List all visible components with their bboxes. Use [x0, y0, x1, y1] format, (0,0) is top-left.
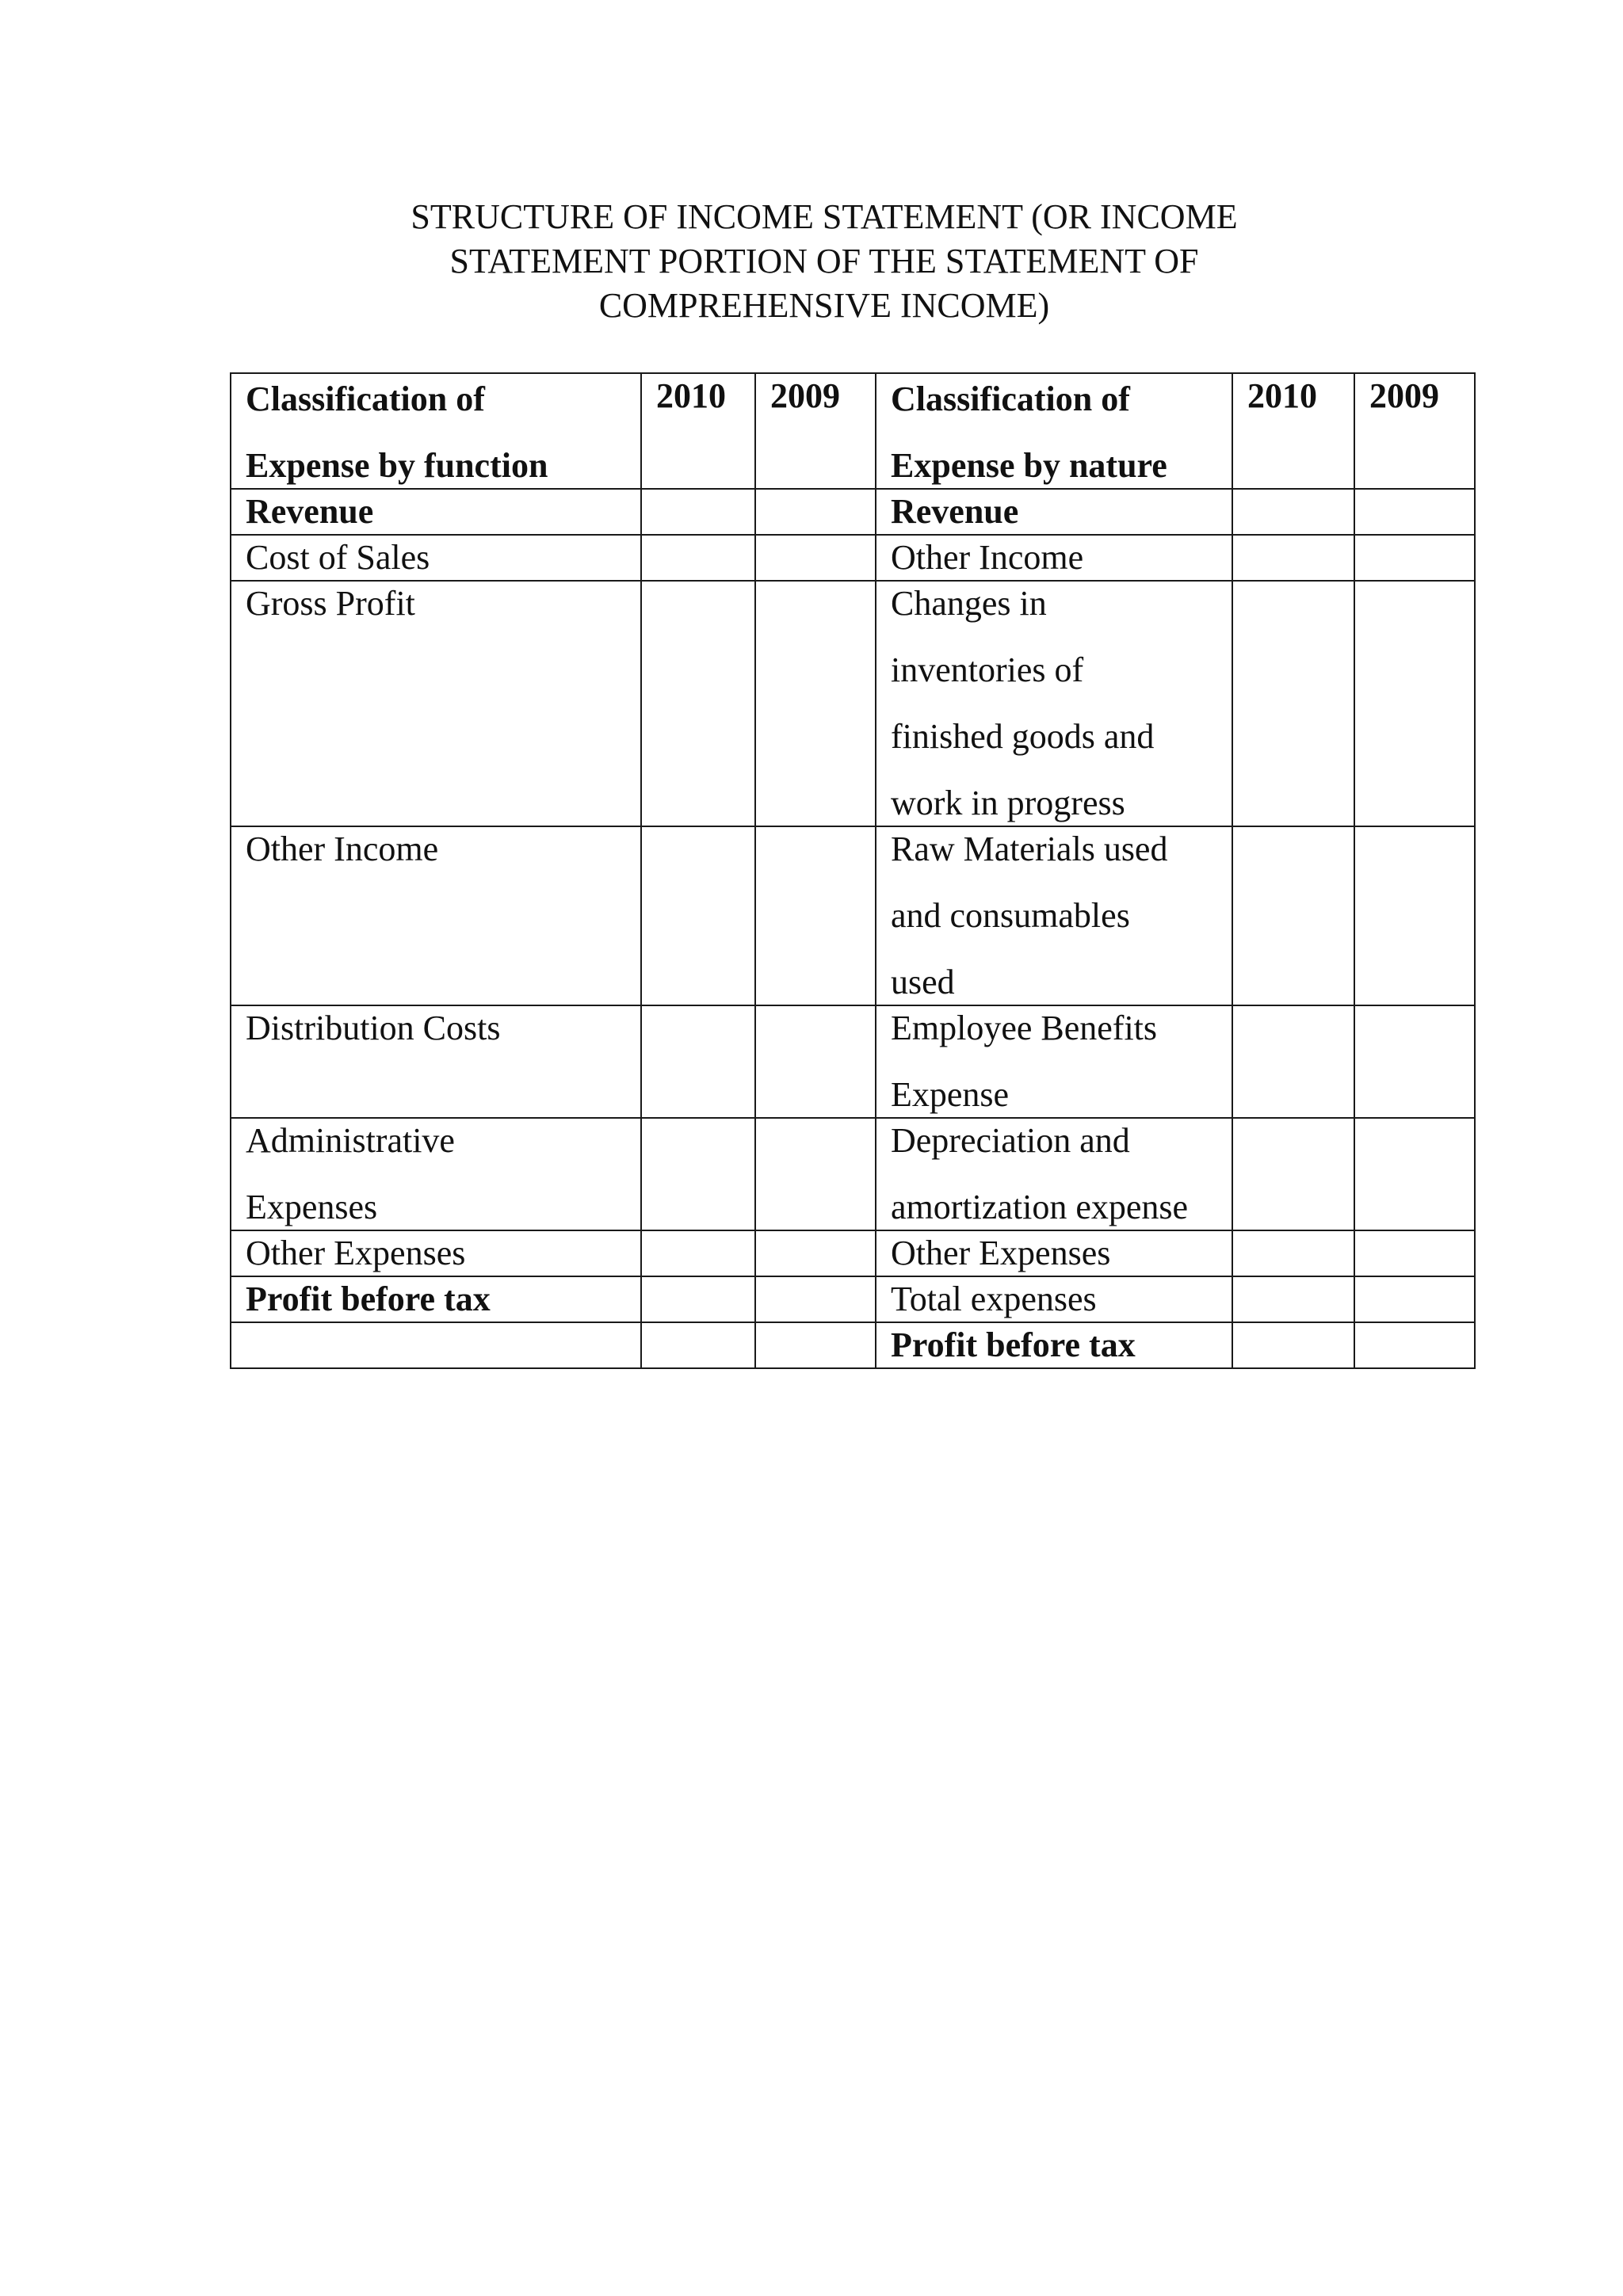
amount-cell	[641, 581, 755, 826]
amount-cell	[755, 1230, 876, 1276]
function-line: Expenses	[246, 1188, 378, 1226]
table-row	[231, 489, 1475, 535]
amount-cell	[1354, 1230, 1475, 1276]
function-line: Gross Profit	[246, 584, 415, 623]
header-year-2010-nature: 2010	[1232, 373, 1354, 489]
header-nature-line-1: Classification of	[891, 379, 1130, 418]
function-cell	[231, 1322, 641, 1368]
amount-cell	[1354, 1276, 1475, 1322]
amount-cell	[1232, 1230, 1354, 1276]
amount-cell	[1232, 535, 1354, 581]
function-line: Other Income	[246, 830, 439, 868]
nature-cell: Revenue	[876, 489, 1232, 535]
amount-cell	[1232, 581, 1354, 826]
amount-cell	[1232, 1118, 1354, 1230]
nature-line: work in progress	[891, 784, 1125, 822]
amount-cell	[641, 489, 755, 535]
header-nature	[876, 373, 1232, 489]
function-cell: Cost of Sales	[231, 535, 641, 581]
nature-line: Expense	[891, 1075, 1010, 1114]
amount-cell	[755, 489, 876, 535]
nature-line: Raw Materials used	[891, 830, 1168, 868]
amount-cell	[641, 1322, 755, 1368]
table-row	[231, 535, 1475, 581]
amount-cell	[755, 581, 876, 826]
nature-line: and consumables	[891, 896, 1130, 935]
nature-line: used	[891, 963, 955, 1001]
amount-cell	[641, 535, 755, 581]
nature-cell	[876, 1005, 1232, 1118]
function-cell	[231, 826, 641, 1005]
page-title	[230, 195, 1419, 328]
amount-cell	[755, 1005, 876, 1118]
table-row	[231, 581, 1475, 826]
amount-cell	[1232, 1276, 1354, 1322]
nature-line: amortization expense	[891, 1188, 1189, 1226]
table-row	[231, 1276, 1475, 1322]
table-row	[231, 1005, 1475, 1118]
table-row	[231, 1118, 1475, 1230]
header-nature-line-2: Expense by nature	[891, 446, 1167, 485]
nature-cell	[876, 826, 1232, 1005]
nature-cell	[876, 581, 1232, 826]
amount-cell	[641, 1230, 755, 1276]
amount-cell	[1354, 1005, 1475, 1118]
amount-cell	[641, 1005, 755, 1118]
header-year-2010-function: 2010	[641, 373, 755, 489]
table-row	[231, 826, 1475, 1005]
amount-cell	[1232, 826, 1354, 1005]
function-cell: Profit before tax	[231, 1276, 641, 1322]
title-line-3: COMPREHENSIVE INCOME)	[598, 286, 1050, 325]
function-cell	[231, 1005, 641, 1118]
amount-cell	[641, 1118, 755, 1230]
amount-cell	[1354, 581, 1475, 826]
amount-cell	[755, 826, 876, 1005]
function-cell: Revenue	[231, 489, 641, 535]
table-row	[231, 1322, 1475, 1368]
amount-cell	[641, 1276, 755, 1322]
amount-cell	[1354, 535, 1475, 581]
nature-cell: Profit before tax	[876, 1322, 1232, 1368]
nature-line: Depreciation and	[891, 1121, 1130, 1160]
title-line-1: STRUCTURE OF INCOME STATEMENT (OR INCOME	[411, 197, 1238, 236]
nature-cell: Other Income	[876, 535, 1232, 581]
nature-line: finished goods and	[891, 717, 1155, 756]
amount-cell	[755, 1118, 876, 1230]
header-function-line-1: Classification of	[246, 379, 485, 418]
income-statement-table	[230, 372, 1476, 1369]
nature-cell: Total expenses	[876, 1276, 1232, 1322]
amount-cell	[755, 1276, 876, 1322]
header-year-2009-function: 2009	[755, 373, 876, 489]
amount-cell	[1232, 1005, 1354, 1118]
nature-cell	[876, 1118, 1232, 1230]
function-line: Administrative	[246, 1121, 455, 1160]
amount-cell	[1354, 1118, 1475, 1230]
header-function	[231, 373, 641, 489]
nature-line: Changes in	[891, 584, 1047, 623]
amount-cell	[1232, 489, 1354, 535]
header-function-line-2: Expense by function	[246, 446, 548, 485]
function-cell	[231, 1118, 641, 1230]
nature-line: Employee Benefits	[891, 1009, 1158, 1047]
table-row	[231, 1230, 1475, 1276]
table-header-row	[231, 373, 1475, 489]
amount-cell	[755, 1322, 876, 1368]
amount-cell	[1354, 1322, 1475, 1368]
amount-cell	[1354, 826, 1475, 1005]
function-cell	[231, 581, 641, 826]
amount-cell	[755, 535, 876, 581]
amount-cell	[1232, 1322, 1354, 1368]
title-line-2: STATEMENT PORTION OF THE STATEMENT OF	[449, 242, 1199, 280]
amount-cell	[1354, 489, 1475, 535]
amount-cell	[641, 826, 755, 1005]
header-year-2009-nature: 2009	[1354, 373, 1475, 489]
nature-line: inventories of	[891, 650, 1084, 689]
nature-cell: Other Expenses	[876, 1230, 1232, 1276]
function-line: Distribution Costs	[246, 1009, 501, 1047]
function-cell: Other Expenses	[231, 1230, 641, 1276]
